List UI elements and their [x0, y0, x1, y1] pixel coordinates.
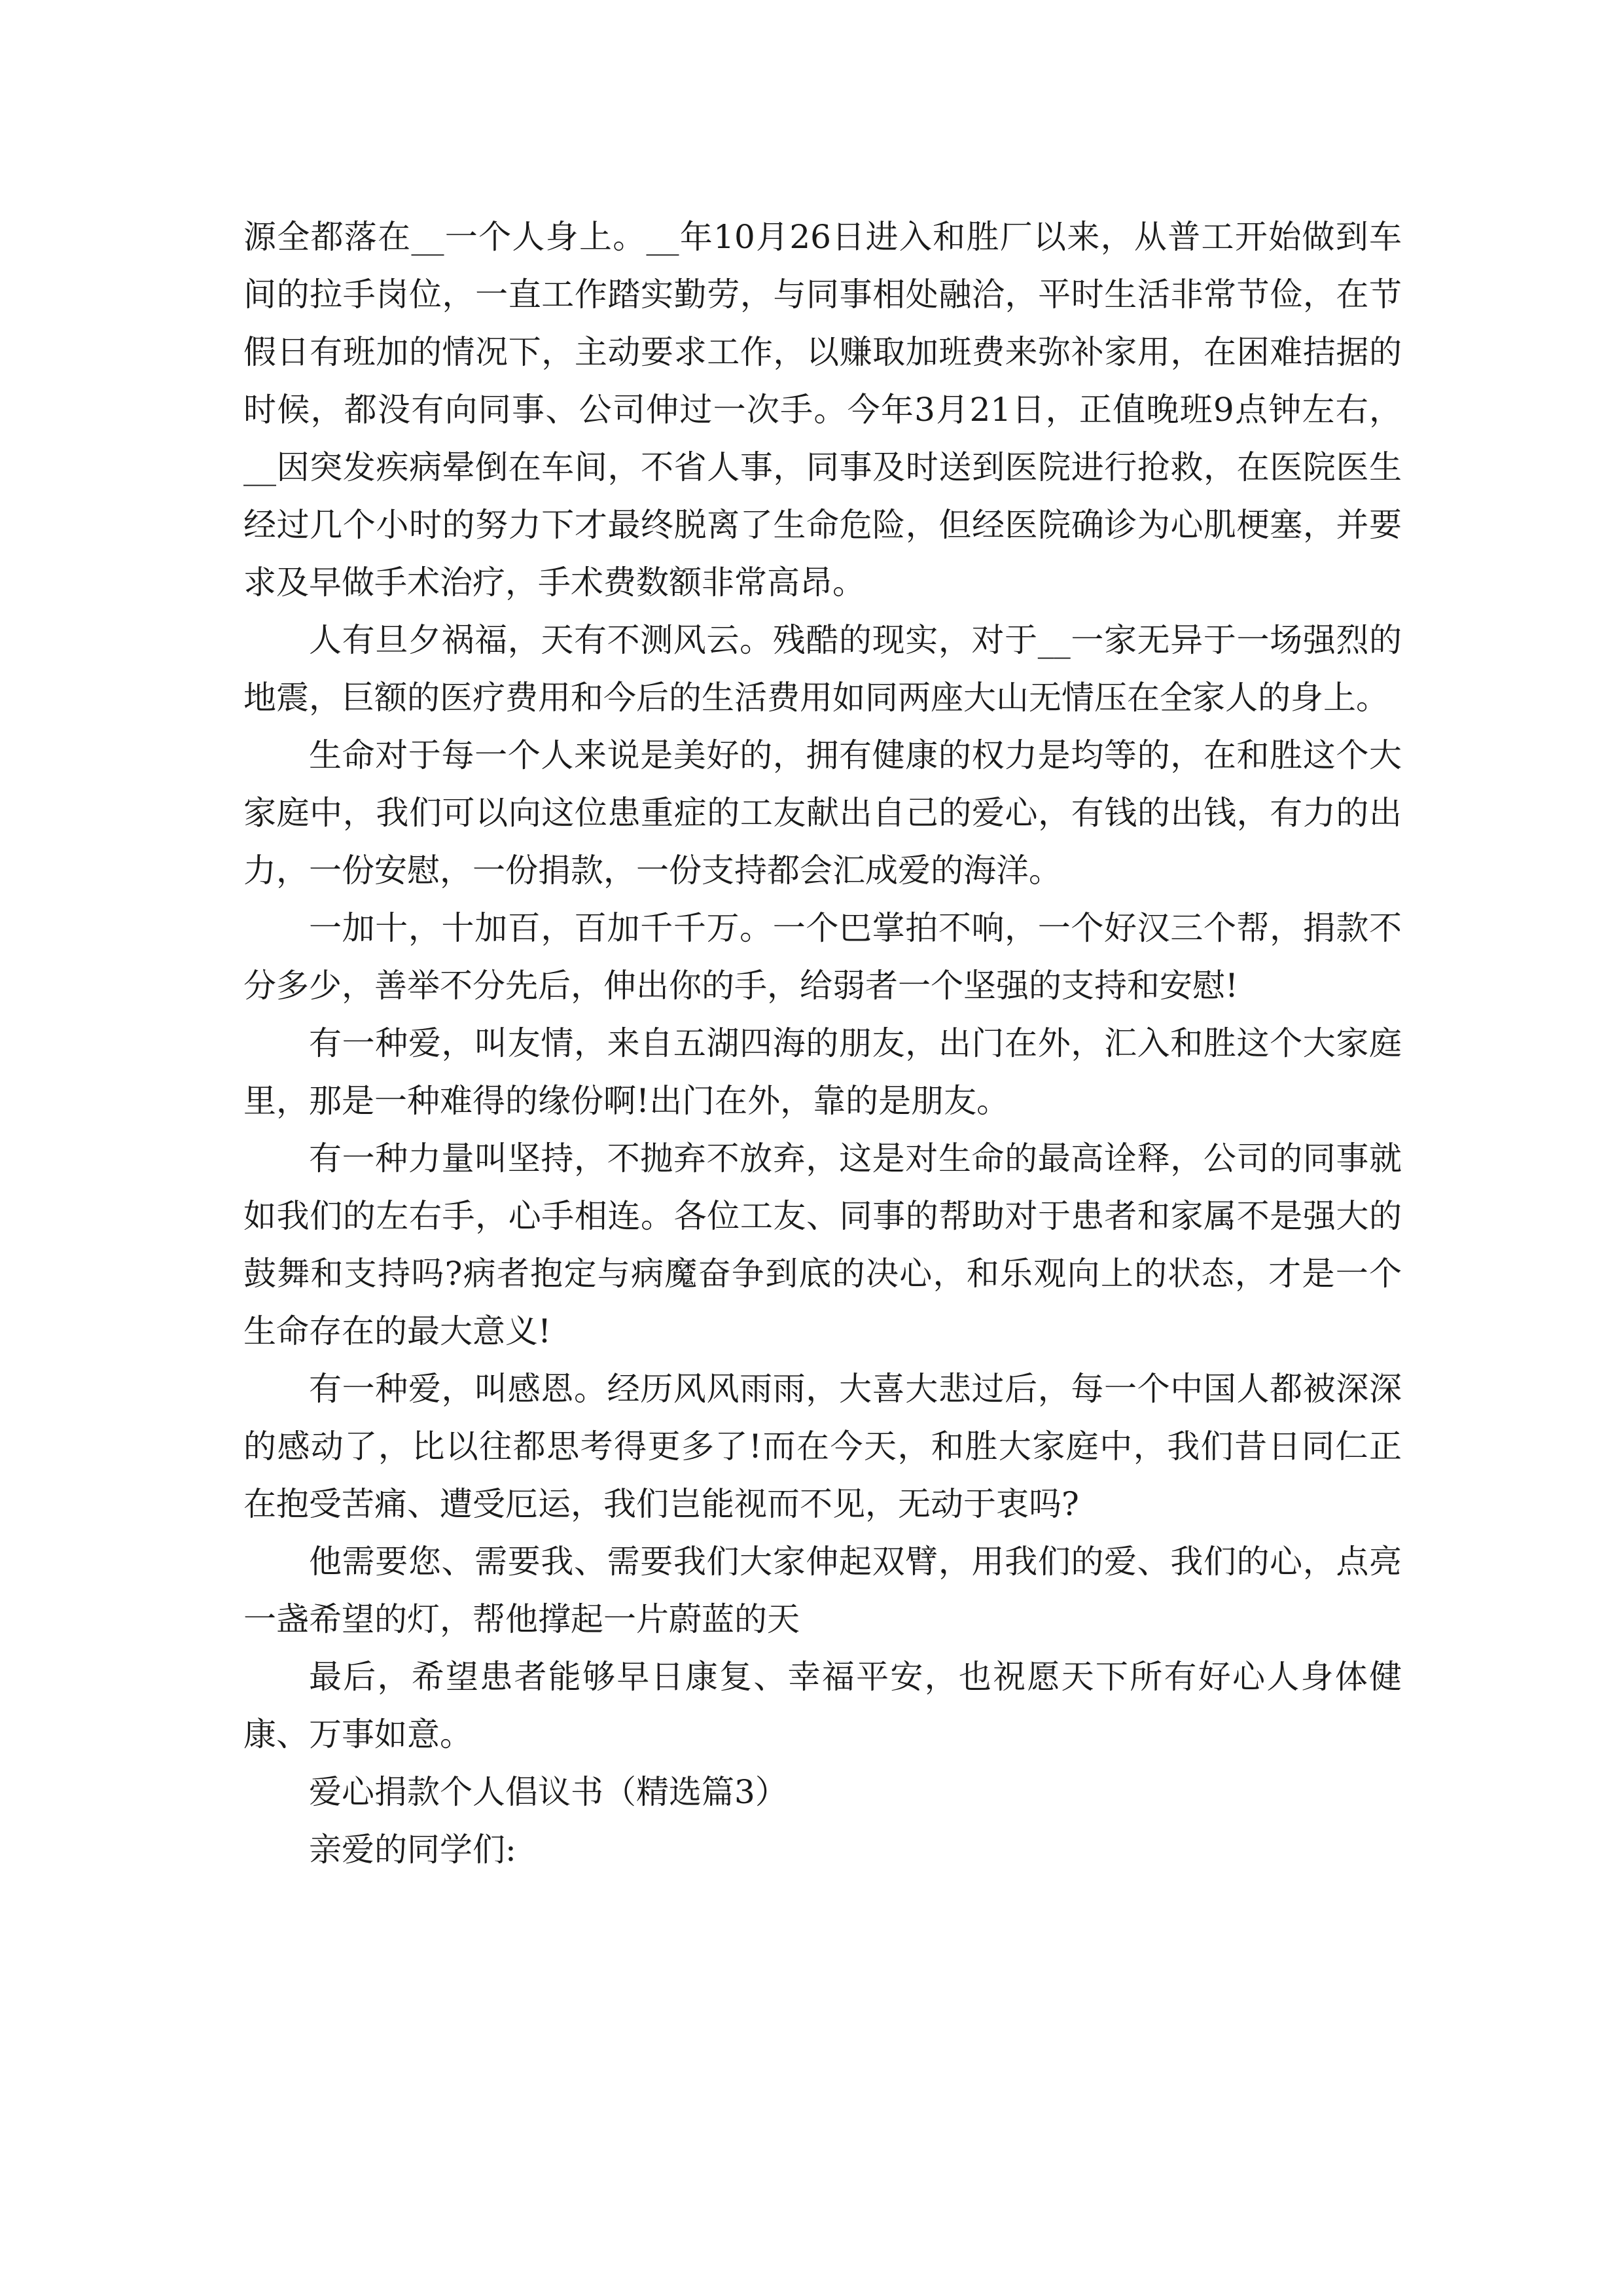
paragraph: 有一种力量叫坚持，不抛弃不放弃，这是对生命的最高诠释，公司的同事就如我们的左右手，心手相连。各位工友、同事的帮助对于患者和家属不是强大的鼓舞和支持吗?病者抱定与病魔奋争到底的决心，和乐观向上的状态，才是一个生命存在的最大意义!	[243, 1139, 1402, 1350]
paragraph: 最后，希望患者能够早日康复、幸福平安，也祝愿天下所有好心人身体健康、万事如意。	[243, 1658, 1402, 1753]
paragraph: 一加十，十加百，百加千千万。一个巴掌拍不响，一个好汉三个帮，捐款不分多少，善举不分先后，伸出你的手，给弱者一个坚强的支持和安慰!	[243, 909, 1402, 1005]
document-body	[243, 208, 1402, 1878]
paragraph: 有一种爱，叫感恩。经历风风雨雨，大喜大悲过后，每一个中国人都被深深的感动了，比以往都思考得更多了!而在今天，和胜大家庭中，我们昔日同仁正在抱受苦痛、遭受厄运，我们岂能视而不见，无动于衷吗?	[243, 1370, 1402, 1523]
paragraph-continued: 源全都落在__一个人身上。__年10月26日进入和胜厂以来，从普工开始做到车间的拉手岗位，一直工作踏实勤劳，与同事相处融洽，平时生活非常节俭，在节假日有班加的情况下，主动要求工作，以赚取加班费来弥补家用，在困难拮据的时候，都没有向同事、公司伸过一次手。今年3月21日，正值晚班9点钟左右，__因突发疾病晕倒在车间，不省人事，同事及时送到医院进行抢救，在医院医生经过几个小时的努力下才最终脱离了生命危险，但经医院确诊为心肌梗塞，并要求及早做手术治疗，手术费数额非常高昂。	[243, 218, 1402, 601]
section-title: 爱心捐款个人倡议书（精选篇3）	[309, 1773, 788, 1811]
paragraph: 他需要您、需要我、需要我们大家伸起双臂，用我们的爱、我们的心，点亮一盏希望的灯，帮他撑起一片蔚蓝的天	[243, 1543, 1402, 1638]
salutation: 亲爱的同学们:	[309, 1831, 516, 1869]
paragraph: 有一种爱，叫友情，来自五湖四海的朋友，出门在外，汇入和胜这个大家庭里，那是一种难得的缘份啊!出门在外，靠的是朋友。	[243, 1024, 1402, 1120]
paragraph: 生命对于每一个人来说是美好的，拥有健康的权力是均等的，在和胜这个大家庭中，我们可以向这位患重症的工友献出自己的爱心，有钱的出钱，有力的出力，一份安慰，一份捐款，一份支持都会汇成爱的海洋。	[243, 736, 1402, 889]
paragraph: 人有旦夕祸福，天有不测风云。残酷的现实，对于__一家无异于一场强烈的地震，巨额的医疗费用和今后的生活费用如同两座大山无情压在全家人的身上。	[243, 621, 1402, 717]
